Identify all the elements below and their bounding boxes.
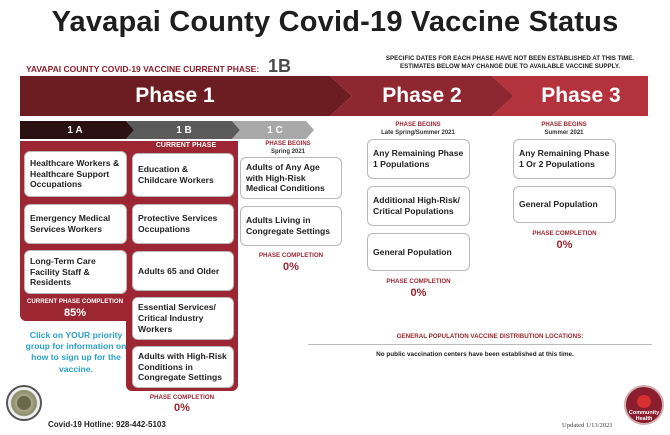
current-phase-label: YAVAPAI COUNTY COVID-19 VACCINE CURRENT PHASE: bbox=[26, 64, 260, 74]
group-general-population-phase2[interactable]: General Population bbox=[367, 233, 470, 271]
group-adults-congregate[interactable]: Adults Living in Congregate Settings bbox=[240, 206, 342, 246]
group-additional-high-risk[interactable]: Additional High-Risk/ Critical Populations bbox=[367, 186, 470, 226]
group-essential-services[interactable]: Essential Services/ Critical Industry Workers bbox=[132, 297, 234, 340]
phase2-label: Phase 2 bbox=[382, 84, 462, 107]
supply-note-line1: SPECIFIC DATES FOR EACH PHASE HAVE NOT BEEN ESTABLISHED AT THIS TIME. bbox=[385, 55, 635, 62]
phase3-completion-label: PHASE COMPLETION bbox=[532, 230, 597, 237]
group-adults-high-risk-medical[interactable]: Adults of Any Age with High-Risk Medical Conditions bbox=[240, 157, 342, 199]
phase3-begins-label: PHASE BEGINS bbox=[541, 122, 587, 128]
phase1c-completion-label: PHASE COMPLETION bbox=[258, 252, 324, 259]
phase1a-completion-value: 85% bbox=[63, 307, 87, 319]
group-adults-high-risk-congregate[interactable]: Adults with High-Risk Conditions in Congregate Settings bbox=[132, 346, 234, 388]
distribution-title: GENERAL POPULATION VACCINE DISTRIBUTION LOCATIONS: bbox=[396, 333, 584, 340]
group-general-population-phase3[interactable]: General Population bbox=[513, 186, 616, 223]
phase3-begins-date: Summer 2021 bbox=[544, 129, 584, 136]
subphase-1a-label: 1 A bbox=[67, 125, 83, 136]
community-health-logo-icon bbox=[624, 385, 664, 425]
phase1-label: Phase 1 bbox=[135, 84, 215, 107]
phase3-completion-value: 0% bbox=[556, 239, 573, 251]
phase1c-begins-date: Spring 2021 bbox=[270, 148, 305, 155]
phase1a-completion-label: CURRENT PHASE COMPLETION bbox=[26, 298, 124, 305]
distribution-text: No public vaccination centers have been established at this time. bbox=[376, 351, 574, 358]
subphase-1b-label: 1 B bbox=[176, 125, 192, 136]
group-emergency-medical[interactable]: Emergency Medical Services Workers bbox=[24, 204, 127, 244]
updated-date: Updated 1/13/2021 bbox=[562, 422, 613, 429]
current-phase-value: 1B bbox=[268, 56, 292, 76]
group-protective-services[interactable]: Protective Services Occupations bbox=[132, 204, 234, 244]
supply-note-line2: ESTIMATES BELOW MAY CHANGE DUE TO AVAILABLE VACCINE SUPPLY. bbox=[399, 63, 621, 71]
phase3-begins bbox=[510, 122, 618, 138]
phase1c-begins bbox=[238, 141, 338, 157]
supply-note bbox=[372, 55, 648, 72]
phase1b-completion-label: PHASE COMPLETION bbox=[149, 394, 215, 401]
phase2-begins-label: PHASE BEGINS bbox=[395, 122, 441, 128]
hotline: Covid-19 Hotline: 928-442-5103 bbox=[48, 420, 166, 429]
phase2-begins-date: Late Spring/Summer 2021 bbox=[381, 129, 455, 136]
subphase-1c-label: 1 C bbox=[267, 125, 283, 136]
phase1c-begins-label: PHASE BEGINS bbox=[265, 141, 311, 147]
logo-text: Community Health bbox=[628, 410, 660, 422]
phase2-begins bbox=[358, 122, 478, 138]
distribution-divider bbox=[308, 344, 652, 345]
signup-info-link[interactable]: Click on YOUR priority group for information on how to sign up for the vaccine. bbox=[25, 330, 127, 374]
group-education-childcare[interactable]: Education & Childcare Workers bbox=[132, 153, 234, 197]
phase2-completion-value: 0% bbox=[410, 287, 427, 299]
phase1c-completion-value: 0% bbox=[283, 261, 299, 273]
group-healthcare-workers[interactable]: Healthcare Workers & Healthcare Support Occupations bbox=[24, 151, 127, 197]
phase2-completion-label: PHASE COMPLETION bbox=[386, 278, 451, 285]
phase1b-completion-value: 0% bbox=[174, 402, 190, 414]
group-long-term-care[interactable]: Long-Term Care Facility Staff & Residents bbox=[24, 250, 127, 294]
phase3-label: Phase 3 bbox=[541, 84, 621, 107]
page-title: Yavapai County Covid-19 Vaccine Status bbox=[51, 6, 619, 38]
county-seal-icon bbox=[6, 385, 42, 421]
group-remaining-phase1-2[interactable]: Any Remaining Phase 1 Or 2 Populations bbox=[513, 139, 616, 179]
current-phase-tag: CURRENT PHASE bbox=[155, 142, 217, 149]
group-remaining-phase1[interactable]: Any Remaining Phase 1 Populations bbox=[367, 139, 470, 179]
group-adults-65[interactable]: Adults 65 and Older bbox=[132, 251, 234, 291]
